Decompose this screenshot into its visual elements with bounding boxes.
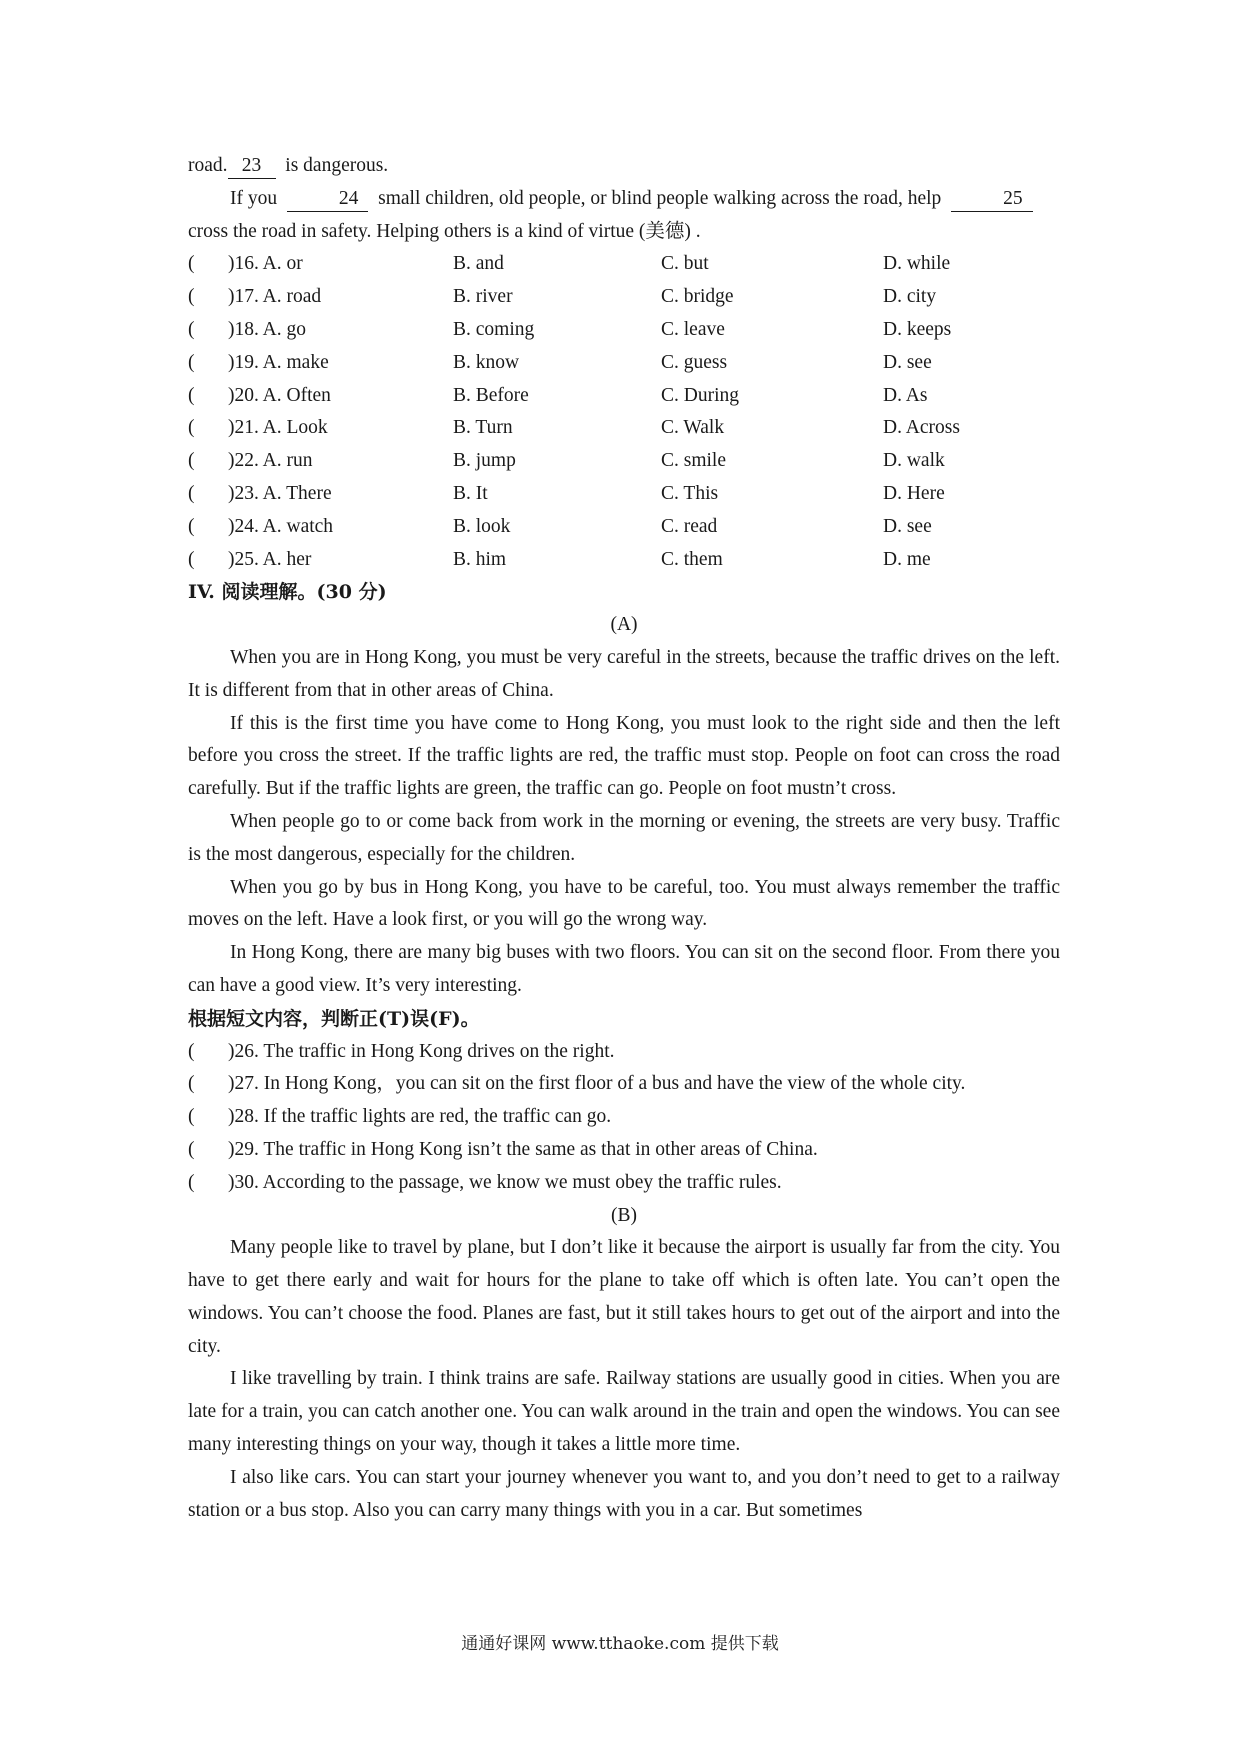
option-a: )25. A. her <box>228 548 312 570</box>
option-c: C. them <box>661 548 723 570</box>
option-c: C. read <box>661 515 718 537</box>
answer-bracket: ( <box>188 450 195 472</box>
option-a: )24. A. watch <box>228 515 334 537</box>
option-c: C. bridge <box>661 286 734 308</box>
section-heading: IV. 阅读理解。(30 分) <box>188 581 387 604</box>
choice-row <box>188 281 1060 314</box>
option-a: )19. A. make <box>228 351 329 373</box>
option-b: B. Turn <box>453 417 513 439</box>
option-a: )23. A. There <box>228 482 332 504</box>
option-b: B. him <box>453 548 507 570</box>
passage-a-paragraph: When you go by bus in Hong Kong, you have to be careful, too. You must always remember the traffic moves on the left. Have a look first, or you will go the wrong way. <box>188 876 1060 931</box>
choice-list <box>188 248 1060 576</box>
passage-a-paragraph: If this is the first time you have come to Hong Kong, you must look to the right side and then the left before you cross the street. If the traffic lights are red, the traffic must stop. People on foot can cross the road carefully. But if the traffic lights are green, the traffic can go. People on foot mustn’t cross. <box>188 712 1060 800</box>
cloze-blank-25: 25 <box>951 187 1033 212</box>
option-b: B. It <box>453 482 488 504</box>
option-a: )17. A. road <box>228 286 322 308</box>
passage-a-paragraph: When you are in Hong Kong, you must be very careful in the streets, because the traffic drives on the left. It is different from that in other areas of China. <box>188 646 1060 701</box>
choice-row <box>188 445 1060 478</box>
option-a: )16. A. or <box>228 253 303 275</box>
part-b-label: (B) <box>611 1204 637 1226</box>
passage-b-paragraph: I like travelling by train. I think trains are safe. Railway stations are usually good in cities. When you are late for a train, you can catch another one. You can walk around in the train and open the windows. You can see many interesting things on your way, though it takes a little more time. <box>188 1368 1060 1456</box>
passage-a-paragraph: When people go to or come back from work in the morning or evening, the streets are very busy. Traffic is the most dangerous, especially for the children. <box>188 810 1060 865</box>
choice-row <box>188 478 1060 511</box>
answer-bracket: ( <box>188 417 195 439</box>
tf-item <box>188 1101 1060 1134</box>
tf-item <box>188 1167 1060 1200</box>
answer-bracket: ( <box>188 1106 195 1128</box>
passage-a-paragraph: In Hong Kong, there are many big buses with two floors. You can sit on the second floor. From there you can have a good view. It’s very interesting. <box>188 942 1060 996</box>
option-b: B. Before <box>453 384 529 406</box>
option-a: )18. A. go <box>228 318 306 340</box>
option-b: B. know <box>453 351 520 373</box>
option-c: C. guess <box>661 351 728 373</box>
answer-bracket: ( <box>188 548 195 570</box>
tf-item <box>188 1068 1060 1101</box>
answer-bracket: ( <box>188 286 195 308</box>
option-a: )20. A. Often <box>228 384 331 406</box>
option-c: C. This <box>661 482 719 504</box>
answer-bracket: ( <box>188 1073 195 1095</box>
tf-statement: )27. In Hong Kong，you can sit on the first floor of a bus and have the view of the whole city. <box>228 1073 966 1095</box>
option-d: D. while <box>883 253 951 275</box>
option-d: D. Across <box>883 417 960 439</box>
choice-row <box>188 412 1060 445</box>
option-d: D. walk <box>883 450 945 472</box>
cloze-text: road. <box>188 155 228 176</box>
option-a: )21. A. Look <box>228 417 328 439</box>
tf-item <box>188 1036 1060 1069</box>
tf-statement: )30. According to the passage, we know we must obey the traffic rules. <box>228 1171 782 1193</box>
passage-b-paragraph: I also like cars. You can start your journey whenever you want to, and you don’t need to get to a railway station or a bus stop. Also you can carry many things with you in a car. But sometimes <box>188 1466 1060 1521</box>
option-c: C. leave <box>661 318 725 340</box>
option-d: D. As <box>883 384 928 406</box>
worksheet-page <box>188 150 1060 1527</box>
option-d: D. keeps <box>883 318 952 340</box>
option-b: B. jump <box>453 450 516 472</box>
option-c: C. but <box>661 253 709 275</box>
cloze-blank-24: 24 <box>287 187 369 212</box>
choice-row <box>188 314 1060 347</box>
cloze-line-3: cross the road in safety. Helping others is a kind of virtue (美德) . <box>188 220 701 242</box>
tf-list <box>188 1036 1060 1200</box>
cloze-text: If you <box>230 187 278 209</box>
option-c: C. During <box>661 384 739 406</box>
option-d: D. me <box>883 548 931 570</box>
choice-row <box>188 347 1060 380</box>
option-b: B. and <box>453 253 504 275</box>
answer-bracket: ( <box>188 1171 195 1193</box>
option-d: D. city <box>883 286 937 308</box>
option-d: D. see <box>883 351 932 373</box>
answer-bracket: ( <box>188 318 195 340</box>
page-footer: 通通好课网 www.tthaoke.com 提供下载 <box>461 1634 779 1654</box>
cloze-line-2 <box>188 183 1060 216</box>
cloze-text: small children, old people, or blind people walking across the road, help <box>378 187 942 209</box>
answer-bracket: ( <box>188 482 195 504</box>
option-a: )22. A. run <box>228 450 313 472</box>
passage-b-paragraph: Many people like to travel by plane, but I don’t like it because the airport is usually far from the city. You have to get there early and wait for hours for the plane to take off which is often late. You can’t open the windows. You can’t choose the food. Planes are fast, but it still takes hours to get out of the airport and into the city. <box>188 1237 1060 1357</box>
answer-bracket: ( <box>188 253 195 275</box>
tf-item <box>188 1134 1060 1167</box>
option-c: C. smile <box>661 450 727 472</box>
answer-bracket: ( <box>188 1040 195 1062</box>
option-b: B. coming <box>453 318 535 340</box>
cloze-text: is dangerous. <box>285 155 389 176</box>
option-d: D. see <box>883 515 932 537</box>
choice-row <box>188 544 1060 577</box>
tf-statement: )28. If the traffic lights are red, the traffic can go. <box>228 1106 612 1128</box>
option-d: D. Here <box>883 482 945 504</box>
option-b: B. look <box>453 515 511 537</box>
tf-statement: )29. The traffic in Hong Kong isn’t the same as that in other areas of China. <box>228 1138 818 1160</box>
option-b: B. river <box>453 286 513 308</box>
cloze-line-1 <box>188 150 1060 183</box>
tf-statement: )26. The traffic in Hong Kong drives on the right. <box>228 1040 615 1062</box>
answer-bracket: ( <box>188 1138 195 1160</box>
choice-row <box>188 248 1060 281</box>
answer-bracket: ( <box>188 384 195 406</box>
answer-bracket: ( <box>188 515 195 537</box>
choice-row <box>188 511 1060 544</box>
part-a-label: (A) <box>610 614 638 636</box>
answer-bracket: ( <box>188 351 195 373</box>
tf-instruction: 根据短文内容，判断正(T)误(F)。 <box>188 1007 480 1030</box>
choice-row <box>188 380 1060 413</box>
cloze-blank-23: 23 <box>228 154 276 179</box>
option-c: C. Walk <box>661 417 725 439</box>
